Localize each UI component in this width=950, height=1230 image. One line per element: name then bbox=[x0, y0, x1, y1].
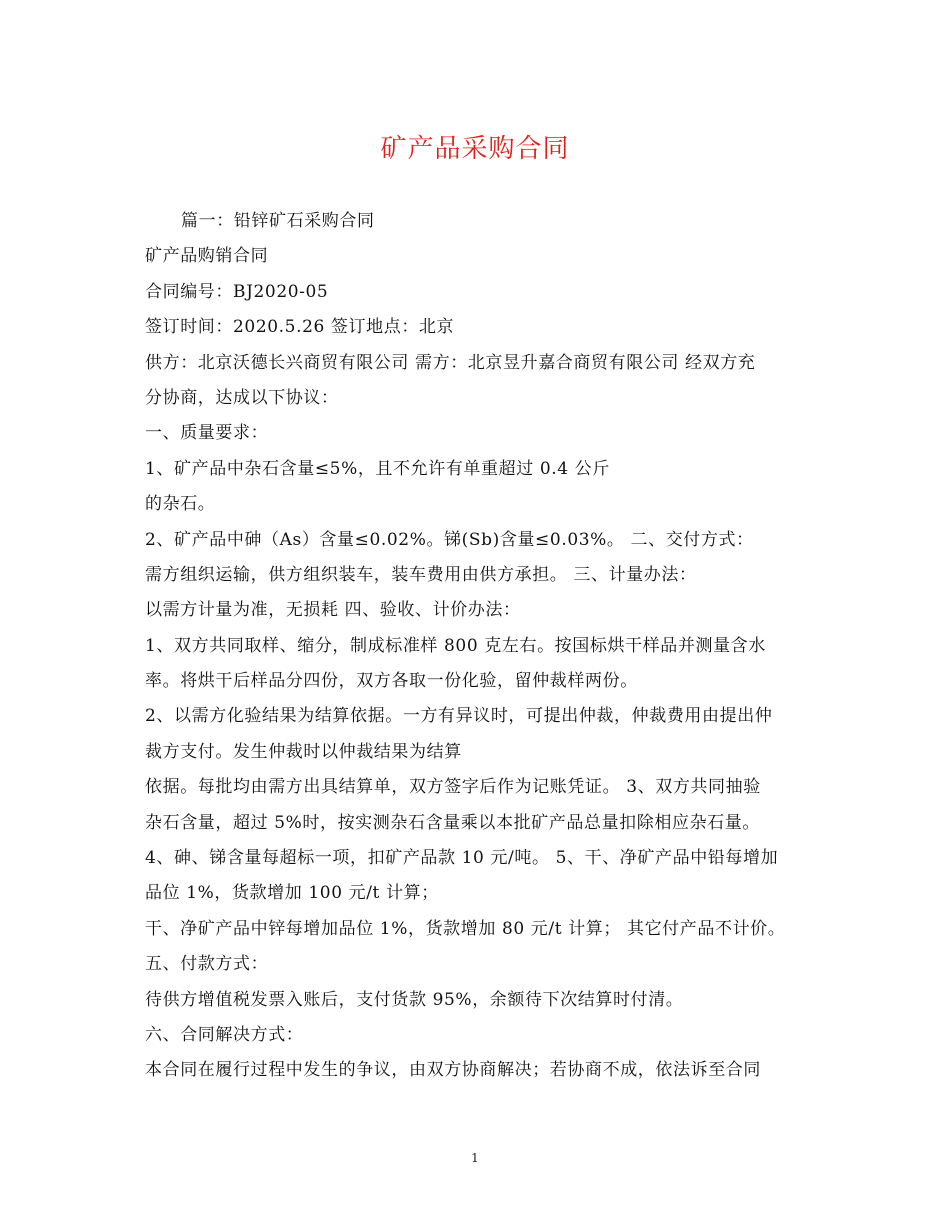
paragraph-line: 2、以需方化验结果为结算依据。一方有异议时，可提出仲裁，仲裁费用由提出仲 bbox=[145, 706, 773, 727]
paragraph-line: 合同编号：BJ2020-05 bbox=[145, 281, 329, 302]
page-number: 1 bbox=[471, 1151, 479, 1165]
section-heading: 六、合同解决方式： bbox=[145, 1024, 304, 1045]
paragraph-line: 本合同在履行过程中发生的争议，由双方协商解决；若协商不成，依法诉至合同 bbox=[145, 1060, 761, 1081]
document-body bbox=[145, 204, 815, 1089]
section-heading: 五、付款方式： bbox=[145, 954, 269, 975]
paragraph-line: 依据。每批均由需方出具结算单，双方签字后作为记账凭证。 3、双方共同抽验 bbox=[145, 777, 761, 798]
paragraph-line: 篇一：铅锌矿石采购合同 bbox=[181, 211, 375, 231]
paragraph-line: 签订时间：2020.5.26 签订地点：北京 bbox=[145, 317, 455, 338]
paragraph-line: 1、双方共同取样、缩分，制成标准样 800 克左右。按国标烘干样品并测量含水 bbox=[145, 635, 766, 656]
document-title: 矿产品采购合同 bbox=[380, 134, 570, 164]
paragraph-line: 分协商，达成以下协议： bbox=[145, 387, 339, 408]
paragraph-line: 矿产品购销合同 bbox=[145, 246, 269, 267]
paragraph-line: 品位 1%，货款增加 100 元/t 计算； bbox=[145, 883, 439, 904]
paragraph-line: 干、净矿产品中锌每增加品位 1%，货款增加 80 元/t 计算； 其它付产品不计价。 bbox=[145, 918, 786, 939]
paragraph-line: 裁方支付。发生仲裁时以仲裁结果为结算 bbox=[145, 741, 462, 762]
section-heading: 一、质量要求： bbox=[145, 423, 269, 444]
paragraph-line: 的杂石。 bbox=[145, 494, 216, 515]
paragraph-line: 率。将烘干后样品分四份，双方各取一份化验，留仲裁样两份。 bbox=[145, 671, 638, 692]
paragraph-line: 杂石含量，超过 5%时，按实测杂石含量乘以本批矿产品总量扣除相应杂石量。 bbox=[145, 812, 760, 833]
paragraph-line: 以需方计量为准，无损耗 四、验收、计价办法： bbox=[145, 600, 521, 621]
paragraph-line: 2、矿产品中砷（As）含量≤0.02%。锑(Sb)含量≤0.03%。 二、交付方式： bbox=[145, 529, 754, 550]
paragraph-line: 需方组织运输，供方组织装车，装车费用由供方承担。 三、计量办法： bbox=[145, 564, 697, 585]
paragraph-line: 待供方增值税发票入账后，支付货款 95%，余额待下次结算时付清。 bbox=[145, 989, 684, 1010]
paragraph-line: 供方：北京沃德长兴商贸有限公司 需方：北京昱升嘉合商贸有限公司 经双方充 bbox=[145, 352, 756, 373]
paragraph-line: 4、砷、锑含量每超标一项，扣矿产品款 10 元/吨。 5、干、净矿产品中铅每增加 bbox=[145, 848, 779, 869]
paragraph-line: 1、矿产品中杂石含量≤5%，且不允许有单重超过 0.4 公斤 bbox=[145, 458, 610, 479]
